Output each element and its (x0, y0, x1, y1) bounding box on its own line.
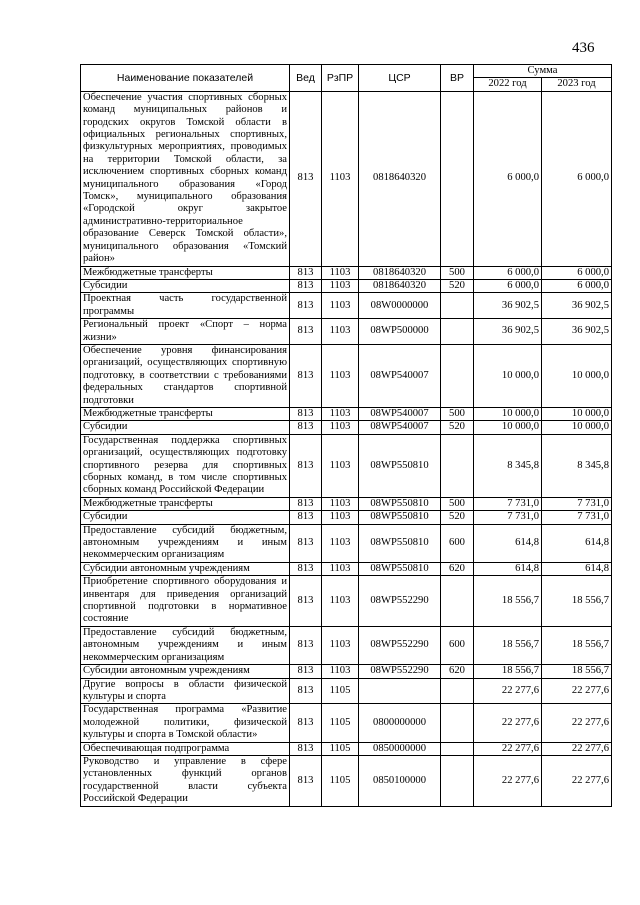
row-sum-2022: 18 556,7 (474, 665, 542, 678)
row-rzpr: 1103 (322, 665, 359, 678)
row-name: Другие вопросы в области физической культуры и спорта (81, 678, 290, 704)
row-name: Приобретение спортивного оборудования и инвентаря для приведения организаций спортивной подготовки в нормативное состояние (81, 576, 290, 627)
header-name: Наименование показателей (81, 65, 290, 92)
row-vr (441, 755, 474, 806)
row-sum-2023: 10 000,0 (542, 421, 612, 434)
row-sum-2022: 22 277,6 (474, 678, 542, 704)
row-sum-2022: 7 731,0 (474, 497, 542, 510)
row-name: Руководство и управление в сфере установленных функций органов государственной власти субъекта Российской Федерации (81, 755, 290, 806)
row-csr: 08WP550810 (359, 434, 441, 497)
row-ved: 813 (290, 407, 322, 420)
row-ved: 813 (290, 279, 322, 292)
row-sum-2023: 18 556,7 (542, 665, 612, 678)
row-csr: 0818640320 (359, 91, 441, 266)
row-rzpr: 1103 (322, 626, 359, 664)
row-sum-2022: 6 000,0 (474, 279, 542, 292)
row-vr: 500 (441, 497, 474, 510)
row-ved: 813 (290, 755, 322, 806)
row-rzpr: 1103 (322, 407, 359, 420)
table-body (81, 91, 612, 806)
row-rzpr: 1103 (322, 344, 359, 407)
row-csr: 08WP540007 (359, 344, 441, 407)
row-name: Обеспечение уровня финансирования организаций, осуществляющих спортивную подготовку, в соответствии с требованиями федеральных стандартов спортивной подготовки (81, 344, 290, 407)
row-sum-2023: 6 000,0 (542, 91, 612, 266)
row-rzpr: 1103 (322, 279, 359, 292)
row-sum-2022: 36 902,5 (474, 319, 542, 345)
row-vr: 520 (441, 279, 474, 292)
row-sum-2023: 7 731,0 (542, 511, 612, 524)
row-name: Проектная часть государственной программы (81, 293, 290, 319)
table-row (81, 704, 612, 742)
row-csr: 08WP552290 (359, 626, 441, 664)
table-row (81, 626, 612, 664)
row-rzpr: 1105 (322, 755, 359, 806)
table-row (81, 293, 612, 319)
row-ved: 813 (290, 742, 322, 755)
row-sum-2022: 10 000,0 (474, 344, 542, 407)
row-sum-2023: 36 902,5 (542, 319, 612, 345)
row-vr (441, 293, 474, 319)
header-sum: Сумма (474, 65, 612, 78)
row-sum-2023: 22 277,6 (542, 678, 612, 704)
row-vr (441, 678, 474, 704)
row-vr: 620 (441, 562, 474, 575)
row-ved: 813 (290, 524, 322, 562)
row-vr (441, 319, 474, 345)
row-csr: 08WP550810 (359, 497, 441, 510)
table-row (81, 524, 612, 562)
row-sum-2022: 22 277,6 (474, 742, 542, 755)
row-csr: 08WP550810 (359, 562, 441, 575)
table-row (81, 576, 612, 627)
row-sum-2022: 8 345,8 (474, 434, 542, 497)
row-name: Предоставление субсидий бюджетным, автономным учреждениям и иным некоммерческим организациям (81, 524, 290, 562)
row-name: Обеспечивающая подпрограмма (81, 742, 290, 755)
row-rzpr: 1103 (322, 434, 359, 497)
table-row (81, 562, 612, 575)
table-row (81, 344, 612, 407)
row-name: Региональный проект «Спорт – норма жизни» (81, 319, 290, 345)
row-rzpr: 1105 (322, 704, 359, 742)
row-csr: 0818640320 (359, 266, 441, 279)
table-row (81, 742, 612, 755)
row-sum-2023: 6 000,0 (542, 266, 612, 279)
row-csr: 08WP500000 (359, 319, 441, 345)
row-ved: 813 (290, 344, 322, 407)
row-sum-2022: 7 731,0 (474, 511, 542, 524)
row-csr: 08WP540007 (359, 421, 441, 434)
row-ved: 813 (290, 665, 322, 678)
row-sum-2023: 614,8 (542, 524, 612, 562)
table-row (81, 678, 612, 704)
row-vr (441, 704, 474, 742)
row-name: Субсидии (81, 511, 290, 524)
row-ved: 813 (290, 434, 322, 497)
row-sum-2022: 22 277,6 (474, 704, 542, 742)
row-rzpr: 1103 (322, 266, 359, 279)
row-vr (441, 434, 474, 497)
row-rzpr: 1105 (322, 742, 359, 755)
row-vr: 520 (441, 511, 474, 524)
row-sum-2022: 6 000,0 (474, 91, 542, 266)
row-ved: 813 (290, 678, 322, 704)
row-ved: 813 (290, 511, 322, 524)
row-vr (441, 742, 474, 755)
row-csr: 0800000000 (359, 704, 441, 742)
row-vr (441, 91, 474, 266)
row-sum-2023: 36 902,5 (542, 293, 612, 319)
table-row (81, 755, 612, 806)
row-name: Субсидии автономным учреждениям (81, 665, 290, 678)
row-sum-2023: 22 277,6 (542, 704, 612, 742)
row-sum-2022: 36 902,5 (474, 293, 542, 319)
row-rzpr: 1103 (322, 319, 359, 345)
row-rzpr: 1103 (322, 293, 359, 319)
row-sum-2023: 18 556,7 (542, 576, 612, 627)
row-sum-2022: 18 556,7 (474, 576, 542, 627)
row-name: Межбюджетные трансферты (81, 497, 290, 510)
row-sum-2023: 614,8 (542, 562, 612, 575)
table-row (81, 407, 612, 420)
row-name: Субсидии (81, 421, 290, 434)
row-rzpr: 1103 (322, 91, 359, 266)
row-name: Субсидии автономным учреждениям (81, 562, 290, 575)
row-ved: 813 (290, 626, 322, 664)
row-name: Государственная программа «Развитие молодежной политики, физической культуры и спорта в Томской области» (81, 704, 290, 742)
row-csr: 08WP550810 (359, 511, 441, 524)
row-ved: 813 (290, 319, 322, 345)
header-year-2023: 2023 год (542, 78, 612, 91)
row-ved: 813 (290, 91, 322, 266)
row-name: Предоставление субсидий бюджетным, автономным учреждениям и иным некоммерческим организациям (81, 626, 290, 664)
row-csr: 08WP550810 (359, 524, 441, 562)
row-name: Обеспечение участия спортивных сборных команд муниципальных районов и городских округов Томской области в официальных региональных спортивных, физкультурных мероприятиях, проводимых на территории Томской области, за исключением спортивных сборных команд муниципального образования «Город Томск», муниципального образования «Городской округ закрытое административно-территориальное образование Северск Томской области», муниципального образования «Томский район» (81, 91, 290, 266)
row-vr: 600 (441, 524, 474, 562)
table-row (81, 434, 612, 497)
row-rzpr: 1103 (322, 421, 359, 434)
table-row (81, 511, 612, 524)
row-sum-2023: 8 345,8 (542, 434, 612, 497)
row-sum-2023: 18 556,7 (542, 626, 612, 664)
table-row (81, 279, 612, 292)
row-csr (359, 678, 441, 704)
row-ved: 813 (290, 562, 322, 575)
row-name: Межбюджетные трансферты (81, 407, 290, 420)
row-ved: 813 (290, 266, 322, 279)
row-ved: 813 (290, 576, 322, 627)
header-rzpr: РзПР (322, 65, 359, 92)
row-name: Государственная поддержка спортивных организаций, осуществляющих подготовку спортивного резерва для спортивных сборных команд, в том числе спортивных сборных команд Российской Федерации (81, 434, 290, 497)
row-sum-2023: 7 731,0 (542, 497, 612, 510)
row-csr: 08WP552290 (359, 576, 441, 627)
row-sum-2022: 22 277,6 (474, 755, 542, 806)
row-vr: 600 (441, 626, 474, 664)
table-row (81, 497, 612, 510)
header-year-2022: 2022 год (474, 78, 542, 91)
row-csr: 08W0000000 (359, 293, 441, 319)
table-row (81, 319, 612, 345)
table-row (81, 91, 612, 266)
header-vr: ВР (441, 65, 474, 92)
row-sum-2022: 18 556,7 (474, 626, 542, 664)
row-ved: 813 (290, 497, 322, 510)
row-sum-2022: 10 000,0 (474, 421, 542, 434)
row-rzpr: 1105 (322, 678, 359, 704)
row-name: Субсидии (81, 279, 290, 292)
row-sum-2023: 10 000,0 (542, 344, 612, 407)
row-csr: 08WP552290 (359, 665, 441, 678)
row-sum-2023: 22 277,6 (542, 742, 612, 755)
row-sum-2022: 614,8 (474, 562, 542, 575)
row-sum-2023: 6 000,0 (542, 279, 612, 292)
budget-table (80, 64, 612, 807)
row-vr: 500 (441, 266, 474, 279)
row-rzpr: 1103 (322, 511, 359, 524)
row-vr: 620 (441, 665, 474, 678)
row-rzpr: 1103 (322, 497, 359, 510)
table-row (81, 421, 612, 434)
row-ved: 813 (290, 421, 322, 434)
row-vr: 520 (441, 421, 474, 434)
row-csr: 0850000000 (359, 742, 441, 755)
row-csr: 0850100000 (359, 755, 441, 806)
row-vr (441, 576, 474, 627)
header-ved: Вед (290, 65, 322, 92)
row-rzpr: 1103 (322, 562, 359, 575)
table-row (81, 665, 612, 678)
table-row (81, 266, 612, 279)
row-csr: 0818640320 (359, 279, 441, 292)
row-vr (441, 344, 474, 407)
row-sum-2022: 10 000,0 (474, 407, 542, 420)
row-rzpr: 1103 (322, 576, 359, 627)
row-vr: 500 (441, 407, 474, 420)
row-ved: 813 (290, 704, 322, 742)
page-number: 436 (572, 40, 595, 56)
row-sum-2022: 614,8 (474, 524, 542, 562)
row-csr: 08WP540007 (359, 407, 441, 420)
row-ved: 813 (290, 293, 322, 319)
row-name: Межбюджетные трансферты (81, 266, 290, 279)
row-sum-2023: 10 000,0 (542, 407, 612, 420)
header-csr: ЦСР (359, 65, 441, 92)
row-rzpr: 1103 (322, 524, 359, 562)
row-sum-2022: 6 000,0 (474, 266, 542, 279)
row-sum-2023: 22 277,6 (542, 755, 612, 806)
